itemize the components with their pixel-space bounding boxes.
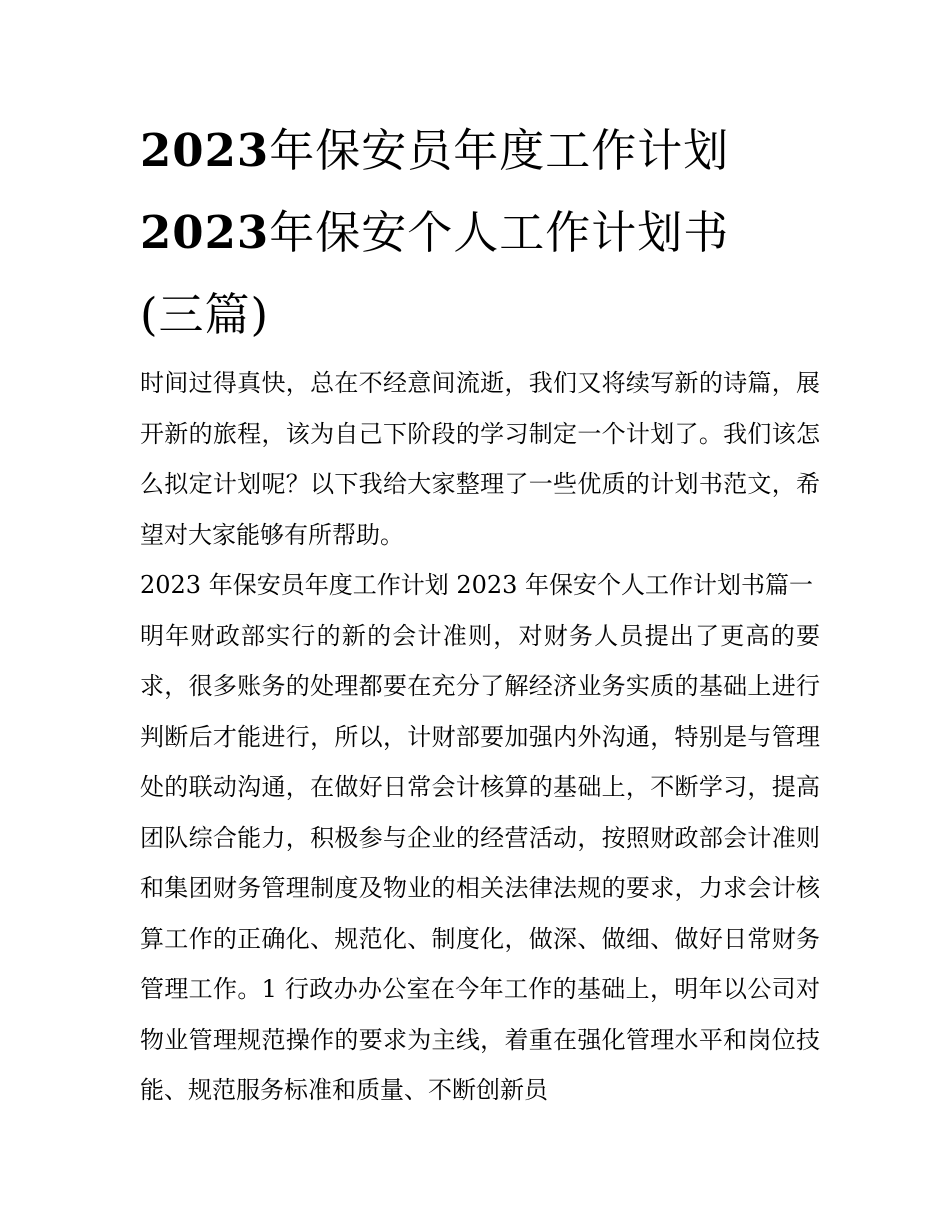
section-heading-paragraph: 2023 年保安员年度工作计划 2023 年保安个人工作计划书篇一 (140, 571, 814, 599)
intro-paragraph: 时间过得真快，总在不经意间流逝，我们又将续写新的诗篇，展开新的旅程，该为自己下阶段的学习制定一个计划了。我们该怎么拟定计划呢？以下我给大家整理了一些优质的计划书范文，希望对大家能够有所帮助。 (140, 369, 820, 549)
title-line-2 (140, 192, 820, 274)
body-paragraph: 明年财政部实行的新的会计准则，对财务人员提出了更高的要求，很多账务的处理都要在充分了解经济业务实质的基础上进行判断后才能进行，所以，计财部要加强内外沟通，特别是与管理处的联动沟通，在做好日常会计核算的基础上，不断学习，提高团队综合能力，积极参与企业的经营活动，按照财政部会计准则和集团财务管理制度及物业的相关法律法规的要求，力求会计核算工作的正确化、规范化、制度化，做深、做细、做好日常财务管理工作。1 行政办办公室在今年工作的基础上，明年以公司对物业管理规范操作的要求为主线，着重在强化管理水平和岗位技能、规范服务标准和质量、不断创新员 (140, 621, 820, 1104)
title-line-2-year: 2023 (140, 206, 270, 259)
title-line-1 (140, 110, 820, 192)
title-line-2-text: 年保安个人工作计划书 (269, 206, 730, 259)
title-line-1-year: 2023 (140, 124, 270, 177)
title-line-1-text: 年保安员年度工作计划 (269, 124, 730, 177)
title-line-3: (三篇) (140, 288, 270, 341)
document-body (140, 358, 820, 1116)
document-title (140, 110, 820, 356)
